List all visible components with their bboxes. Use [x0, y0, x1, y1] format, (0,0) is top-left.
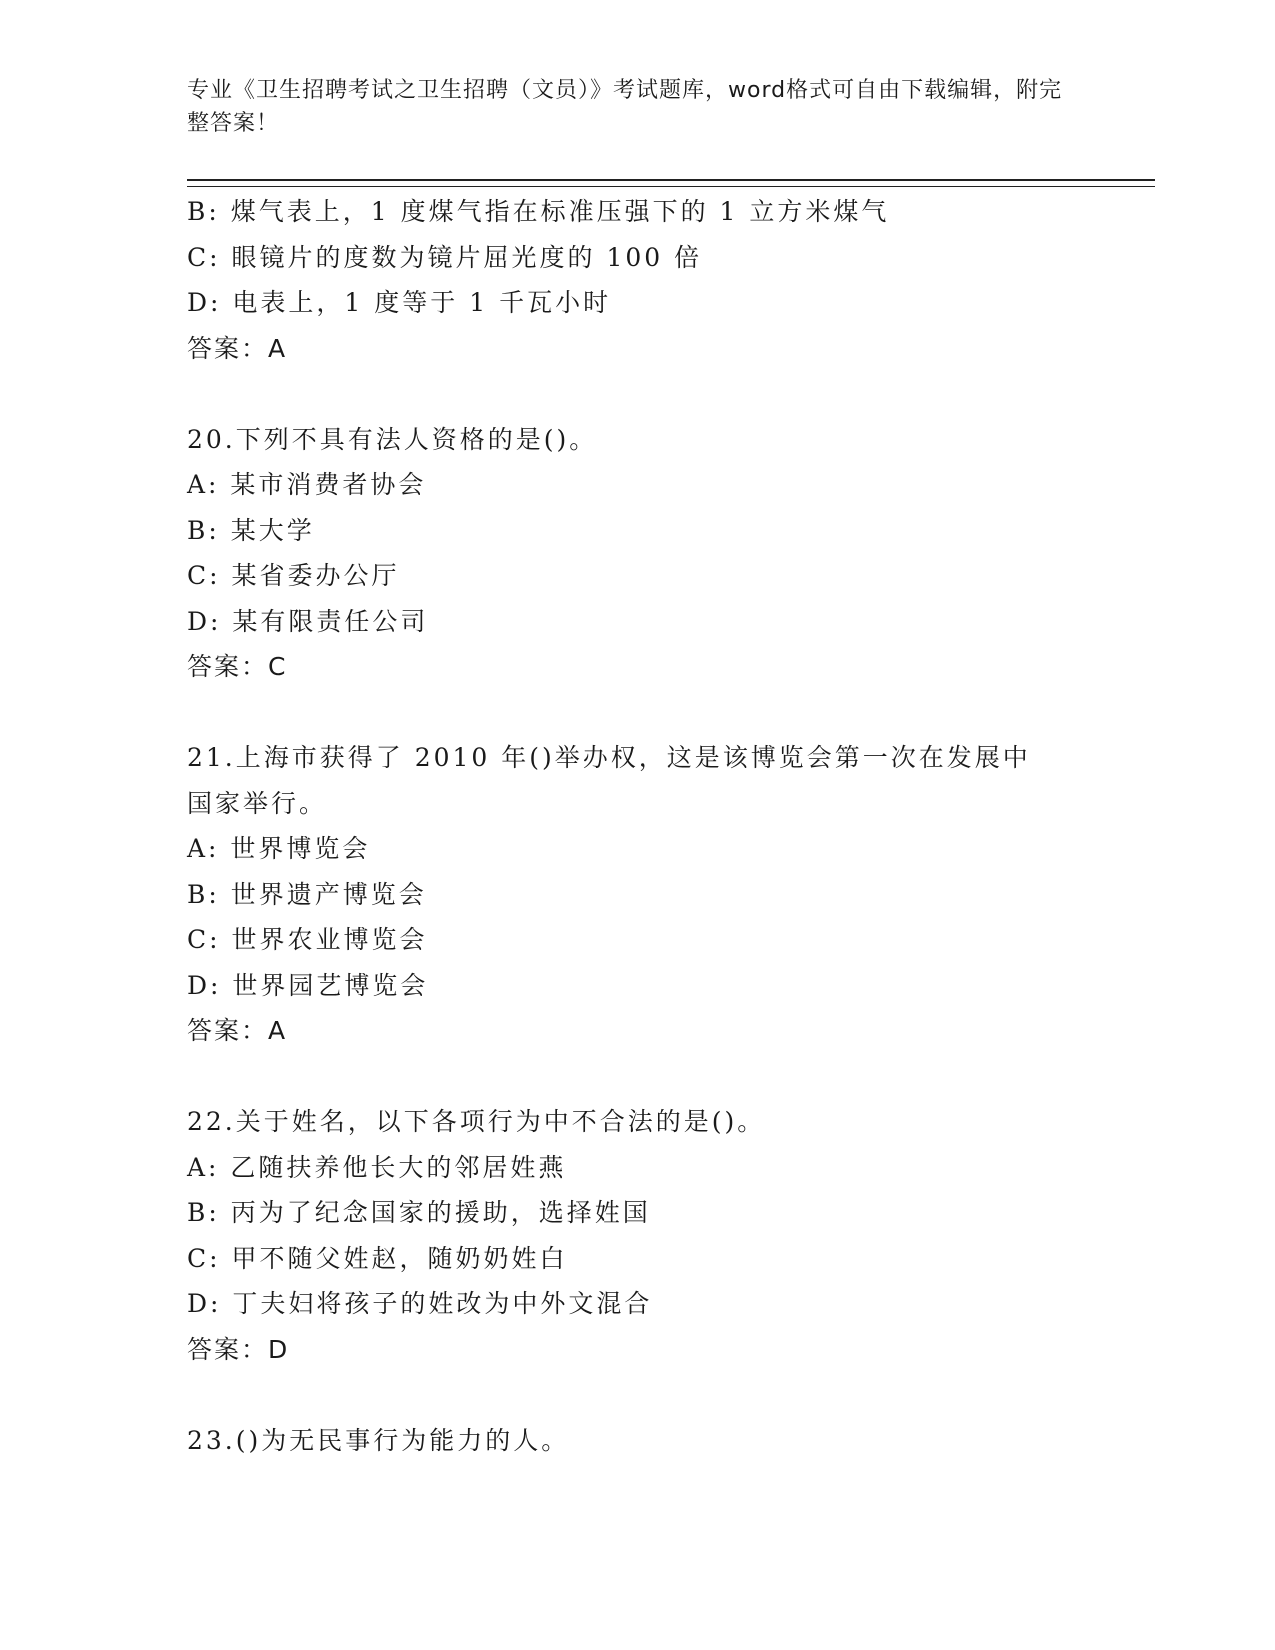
answer: 答案：A: [187, 333, 288, 363]
answer: 答案：C: [187, 652, 288, 681]
answer: 答案：A: [187, 1016, 288, 1045]
spacer: [187, 371, 1087, 417]
question-21: [187, 735, 1087, 1054]
spacer: [187, 1054, 1087, 1100]
option-c: C: 甲不随父姓赵，随奶奶姓白: [187, 1243, 568, 1273]
question-stem: 23.()为无民事行为能力的人。: [187, 1425, 570, 1455]
option-b: B: 丙为了纪念国家的援助，选择姓国: [187, 1198, 651, 1227]
document-header: 专业《卫生招聘考试之卫生招聘（文员）》考试题库，word格式可自由下载编辑，附完整答案！: [187, 78, 1063, 136]
question-stem: 21.上海市获得了 2010 年()举办权，这是该博览会第一次在发展中国家举行。: [187, 743, 1031, 818]
option-c: C: 世界农业博览会: [187, 925, 428, 954]
spacer: [187, 690, 1087, 736]
question-list: [187, 189, 1087, 1463]
question-stem: 20.下列不具有法人资格的是()。: [187, 424, 598, 454]
header-divider: [187, 179, 1155, 187]
option-b: B: 某大学: [187, 515, 315, 545]
option-d: D: 世界园艺博览会: [187, 970, 429, 1000]
option-c: C: 某省委办公厅: [187, 561, 400, 590]
question-stem: 22.关于姓名，以下各项行为中不合法的是()。: [187, 1107, 766, 1136]
previous-question-tail: [187, 189, 1087, 371]
option-d: D: 某有限责任公司: [187, 606, 429, 636]
option-d: D: 丁夫妇将孩子的姓改为中外文混合: [187, 1289, 653, 1318]
option-d: D: 电表上，1 度等于 1 千瓦小时: [187, 288, 612, 317]
option-b: B: 煤气表上，1 度煤气指在标准压强下的 1 立方米煤气: [187, 197, 890, 226]
option-c: C: 眼镜片的度数为镜片屈光度的 100 倍: [187, 242, 703, 272]
question-20: [187, 417, 1087, 690]
answer: 答案：D: [187, 1334, 290, 1364]
option-a: A: 世界博览会: [187, 834, 371, 863]
spacer: [187, 1372, 1087, 1418]
option-a: A: 乙随扶养他长大的邻居姓燕: [187, 1152, 567, 1182]
question-22: [187, 1099, 1087, 1372]
option-b: B: 世界遗产博览会: [187, 879, 427, 909]
question-23: [187, 1418, 1087, 1464]
option-a: A: 某市消费者协会: [187, 470, 427, 499]
